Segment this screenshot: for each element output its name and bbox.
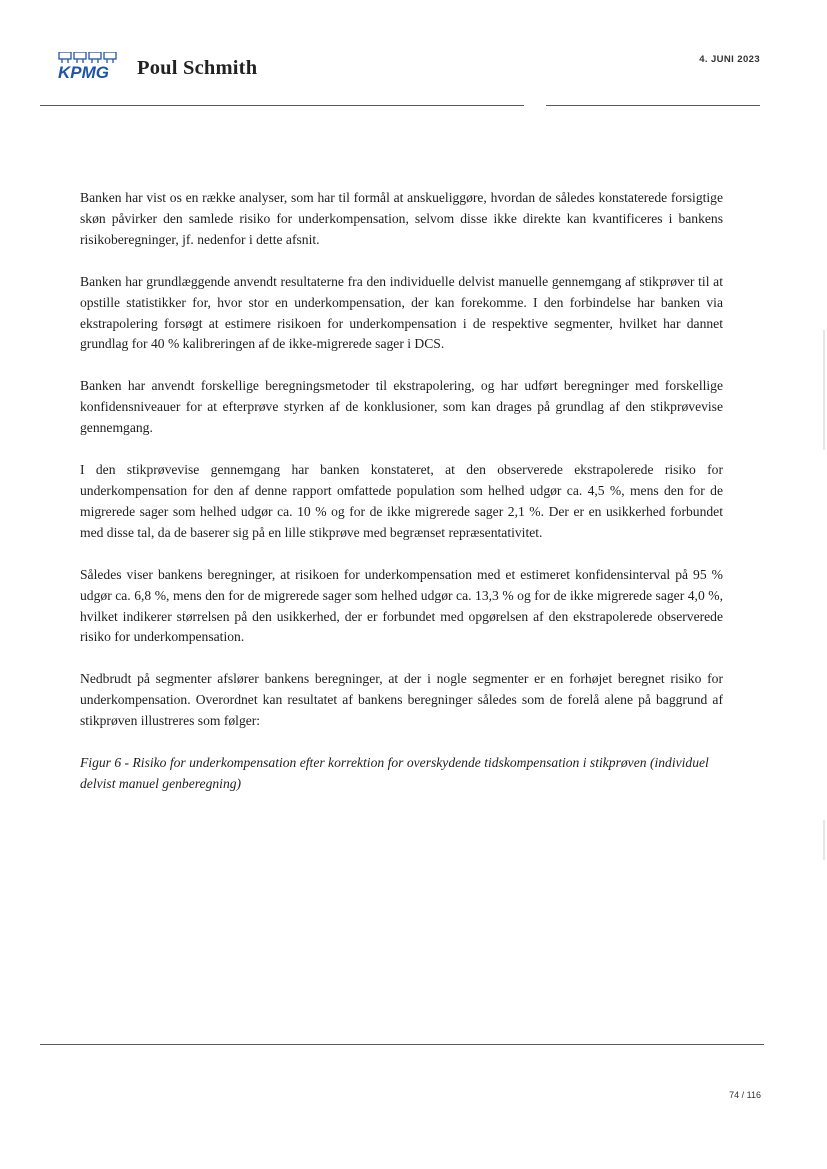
paragraph: I den stikprøvevise gennemgang har banken konstateret, at den observerede ekstrapolerede risiko for underkompensation for den af denne rapport omfattede population som helhed udgør ca. 4,5 %, mens den for de migrerede sager som helhed udgør ca. 10 % og for de ikke migrerede sager 2,1 %. Der er en usikkerhed forbundet med disse tal, da de baserer sig på en lille stikprøve med begrænset repræsentativitet. [80, 462, 723, 540]
report-date: 4. JUNI 2023 [699, 54, 760, 65]
paragraph: Banken har anvendt forskellige beregningsmetoder til ekstrapolering, og har udført beregninger med forskellige konfidensniveauer for at efterprøve styrken af de konklusioner, som kan drages på grundlag af den stikprøvevise gennemgang. [80, 378, 723, 436]
header-divider-right [546, 105, 760, 106]
document-body [80, 188, 723, 816]
kpmg-logo [57, 52, 119, 80]
scan-edge-mark [823, 330, 825, 450]
kpmg-logo-text: KPMG [58, 63, 109, 80]
figure-caption: Figur 6 - Risiko for underkompensation efter korrektion for overskydende tidskompensation i stikprøven (individuel delvist manuel genberegning) [80, 755, 709, 791]
paragraph: Banken har grundlæggende anvendt resultaterne fra den individuelle delvist manuelle gennemgang af stikprøver til at opstille statistikker for, hvor stor en underkompensation, der kan forekomme. I den forbindelse har banken via ekstrapolering forsøgt at estimere risikoen for underkompensation i de respektive segmenter, hvilket har dannet grundlag for 40 % kalibreringen af de ikke-migrerede sager i DCS. [80, 273, 723, 352]
paragraph: Således viser bankens beregninger, at risikoen for underkompensation med et estimeret konfidensinterval på 95 % udgør ca. 6,8 %, mens den for de migrerede sager som helhed udgør ca. 13,3 % og for de ikke migrerede sager 4,0 %, hvilket indikerer størrelsen på den usikkerhed, der er forbundet med opgørelsen af den ekstrapolerede observerede risiko for underkompensation. [80, 566, 723, 645]
paragraph: Nedbrudt på segmenter afslører bankens beregninger, at der i nogle segmenter er en forhøjet beregnet risiko for underkompensation. Overordnet kan resultatet af bankens beregninger således som de forelå alene på baggrund af stikprøven illustreres som følger: [80, 671, 723, 729]
page-number: 74 / 116 [729, 1090, 761, 1100]
header-divider-left [40, 105, 524, 106]
company-name: Poul Schmith [137, 57, 258, 79]
footer-divider [40, 1044, 764, 1045]
paragraph: Banken har vist os en række analyser, som har til formål at anskueliggøre, hvordan de således konstaterede forsigtige skøn påvirker den samlede risiko for underkompensation, selvom disse ikke direkte kan kvantificeres i bankens risikoberegninger, jf. nedenfor i dette afsnit. [80, 190, 723, 247]
scan-edge-mark [823, 820, 825, 860]
